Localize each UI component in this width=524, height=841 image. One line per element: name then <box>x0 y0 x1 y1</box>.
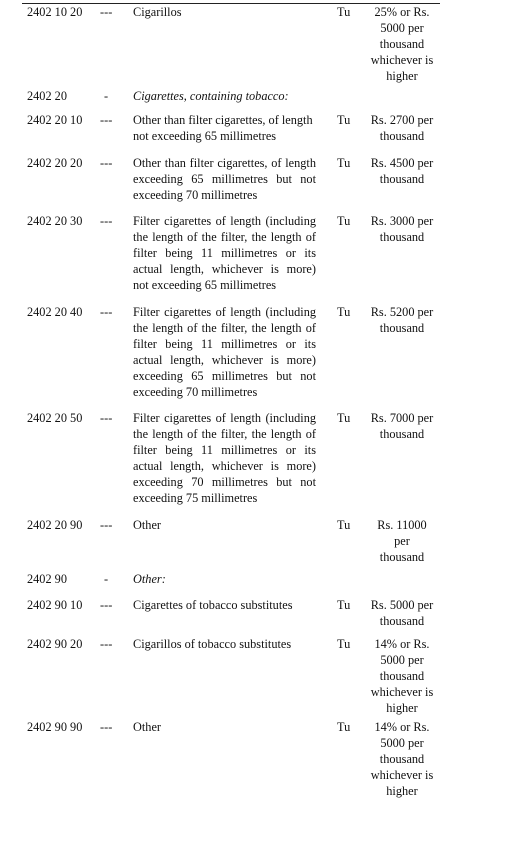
rate-of-duty: Rs. 11000 per thousand <box>377 518 427 564</box>
unit: Tu <box>337 720 351 734</box>
level-dash: --- <box>100 305 113 319</box>
tariff-code: 2402 90 <box>27 572 67 586</box>
description: Cigarettes, containing tobacco: <box>133 89 289 103</box>
level-dash: --- <box>100 113 113 127</box>
tariff-code: 2402 20 10 <box>27 113 83 127</box>
description: Other <box>133 518 161 532</box>
tariff-code: 2402 20 <box>27 89 67 103</box>
description: Filter cigarettes of length (including the length of the filter, the length of filter being 11 millimetres or its actual length, whichever is more) exceeding 70 millimetres but not exceeding 75 millimetres <box>133 411 316 505</box>
description: Filter cigarettes of length (including the length of the filter, the length of filter being 11 millimetres or its actual length, whichever is more) not exceeding 65 millimetres <box>133 214 316 292</box>
level-dash: - <box>104 572 109 586</box>
tariff-code: 2402 20 20 <box>27 156 83 170</box>
rate-of-duty: Rs. 7000 per thousand <box>370 411 434 441</box>
level-dash: --- <box>100 518 113 532</box>
rate-of-duty: Rs. 4500 per thousand <box>370 156 434 186</box>
level-dash: --- <box>100 720 113 734</box>
tariff-code: 2402 20 90 <box>27 518 83 532</box>
tariff-code: 2402 90 20 <box>27 637 83 651</box>
tariff-code: 2402 20 30 <box>27 214 83 228</box>
unit: Tu <box>337 518 351 532</box>
rate-of-duty: Rs. 2700 per thousand <box>370 113 434 143</box>
description: Other than filter cigarettes, of length exceeding 65 millimetres but not exceeding 70 millimetres <box>133 156 316 202</box>
tariff-code: 2402 90 90 <box>27 720 83 734</box>
rate-of-duty: Rs. 3000 per thousand <box>370 214 434 244</box>
description: Cigarettes of tobacco substitutes <box>133 598 293 612</box>
unit: Tu <box>337 113 351 127</box>
tariff-code: 2402 20 50 <box>27 411 83 425</box>
description: Other: <box>133 572 166 586</box>
unit: Tu <box>337 411 351 425</box>
description: Other <box>133 720 161 734</box>
rate-of-duty: Rs. 5000 per thousand <box>370 598 434 628</box>
tariff-code: 2402 20 40 <box>27 305 83 319</box>
level-dash: - <box>104 89 109 103</box>
description: Cigarillos of tobacco substitutes <box>133 637 292 651</box>
unit: Tu <box>337 156 351 170</box>
rate-of-duty: 14% or Rs. 5000 per thousand whichever is higher <box>370 720 434 798</box>
level-dash: --- <box>100 214 113 228</box>
unit: Tu <box>337 598 351 612</box>
level-dash: --- <box>100 598 113 612</box>
description: Other than filter cigarettes, of length not exceeding 65 millimetres <box>133 113 313 143</box>
level-dash: --- <box>100 5 113 19</box>
rate-of-duty: 25% or Rs. 5000 per thousand whichever is higher <box>370 5 434 83</box>
tariff-code: 2402 10 20 <box>27 5 83 19</box>
description: Cigarillos <box>133 5 182 19</box>
description: Filter cigarettes of length (including the length of the filter, the length of filter being 11 millimetres or its actual length, whichever is more) exceeding 65 millimetres but not exceeding 70 millimetres <box>133 305 316 399</box>
level-dash: --- <box>100 637 113 651</box>
level-dash: --- <box>100 156 113 170</box>
unit: Tu <box>337 637 351 651</box>
tariff-code: 2402 90 10 <box>27 598 83 612</box>
unit: Tu <box>337 5 351 19</box>
rate-of-duty: Rs. 5200 per thousand <box>370 305 434 335</box>
level-dash: --- <box>100 411 113 425</box>
rate-of-duty: 14% or Rs. 5000 per thousand whichever is higher <box>370 637 434 715</box>
unit: Tu <box>337 214 351 228</box>
unit: Tu <box>337 305 351 319</box>
